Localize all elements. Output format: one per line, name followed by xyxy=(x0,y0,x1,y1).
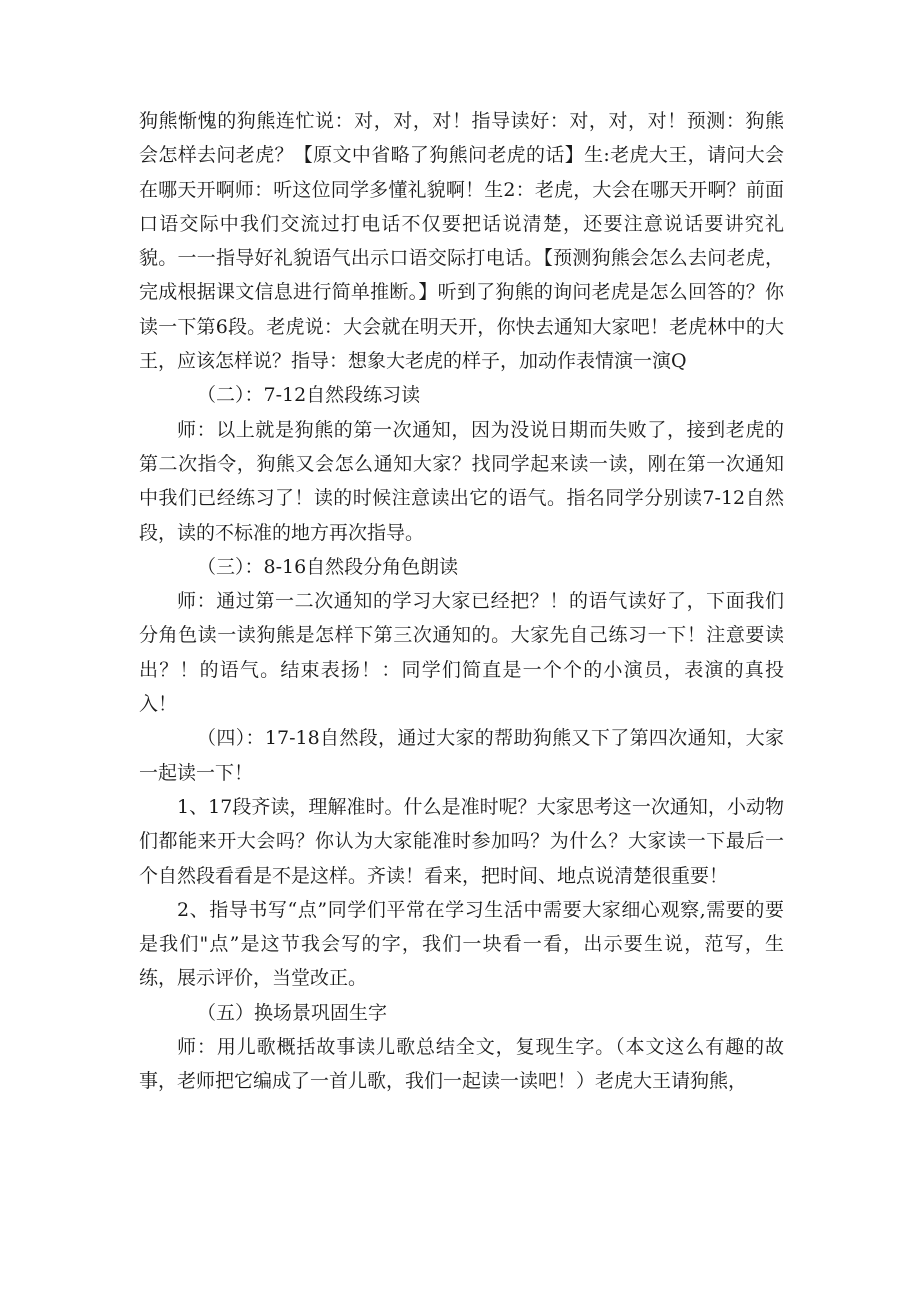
section-heading-2: （二）：7-12自然段练习读 xyxy=(197,384,421,407)
section-heading-5: （五）换场景巩固生字 xyxy=(197,1001,388,1024)
paragraph-6: 师：用儿歌概括故事读儿歌总结全文，复现生字。（本文这么有趣的故事，老师把它编成了一首儿歌，我们一起读一读吧！）老虎大王请狗熊， xyxy=(139,1036,784,1093)
document-page xyxy=(139,104,784,1099)
section-heading-3: （三）：8-16自然段分角色朗读 xyxy=(197,555,459,578)
section-heading-4: （四）：17-18自然段，通过大家的帮助狗熊又下了第四次通知，大家一起读一下！ xyxy=(139,727,784,784)
paragraph-4: 1、17段齐读，理解准时。什么是准时呢？大家思考这一次通知，小动物们都能来开大会吗？你认为大家能准时参加吗？为什么？大家读一下最后一个自然段看看是不是这样。齐读！看来，把时间、地点说清楚很重要！ xyxy=(139,795,784,887)
paragraph-2: 师：以上就是狗熊的第一次通知，因为没说日期而失败了，接到老虎的第二次指令，狗熊又会怎么通知大家？找同学起来读一读，刚在第一次通知中我们已经练习了！读的时候注意读出它的语气。指名同学分别读7-12自然段，读的不标准的地方再次指导。 xyxy=(139,418,784,544)
paragraph-5: 2、指导书写“点”同学们平常在学习生活中需要大家细心观察,需要的要是我们"点”是这节我会写的字，我们一块看一看，出示要生说，范写，生练，展示评价，当堂改正。 xyxy=(139,898,784,990)
paragraph-3: 师：通过第一二次通知的学习大家已经把？！的语气读好了，下面我们分角色读一读狗熊是怎样下第三次通知的。大家先自己练习一下！注意要读出？！的语气。结束表扬！：同学们简直是一个个的小演员，表演的真投入！ xyxy=(139,590,784,716)
paragraph-1: 狗熊惭愧的狗熊连忙说：对，对，对！指导读好：对，对，对！预测：狗熊会怎样去问老虎？【原文中省略了狗熊问老虎的话】生:老虎大王，请问大会在哪天开啊师：听这位同学多懂礼貌啊！生2：老虎，大会在哪天开啊？前面口语交际中我们交流过打电话不仅要把话说清楚，还要注意说话要讲究礼貌。一一指导好礼貌语气出示口语交际打电话。【预测狗熊会怎么去问老虎，完成根据课文信息进行简单推断。】听到了狗熊的询问老虎是怎么回答的？你读一下第6段。老虎说：大会就在明天开，你快去通知大家吧！老虎林中的大王，应该怎样说？指导：想象大老虎的样子，加动作表情演一演Q xyxy=(139,110,784,373)
